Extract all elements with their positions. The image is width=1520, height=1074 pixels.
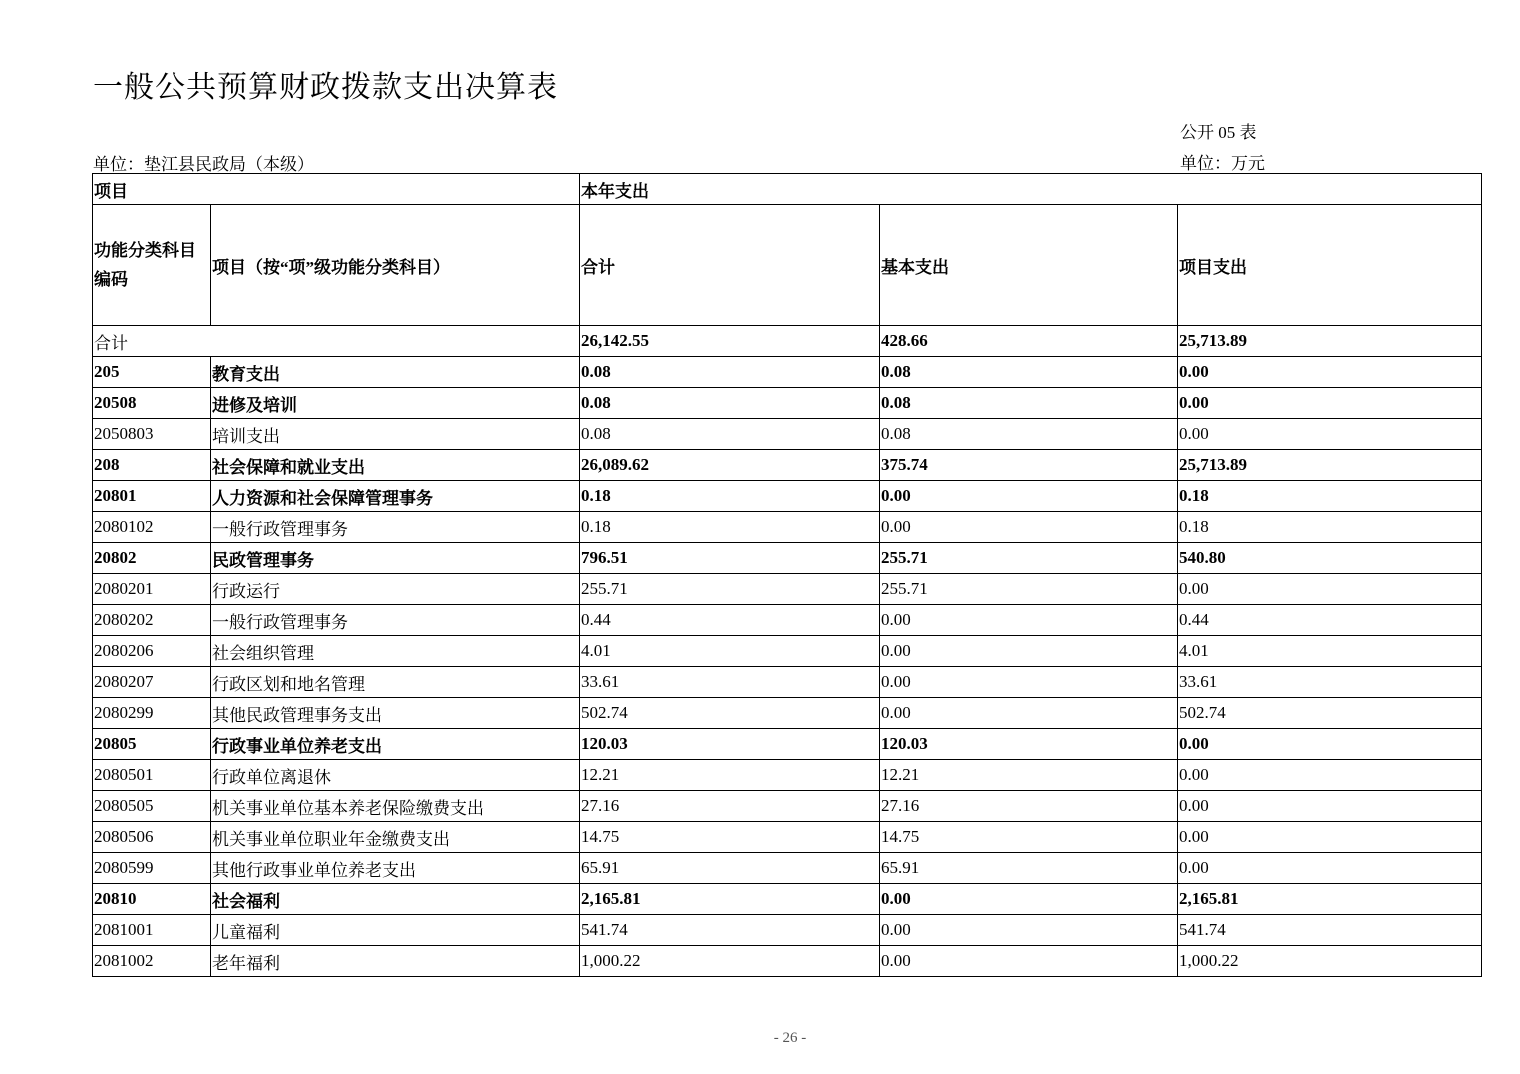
row-code: 2080501 [93,760,211,791]
row-code: 2050803 [93,419,211,450]
row-project: 0.00 [1178,729,1482,760]
row-total: 4.01 [580,636,880,667]
summary-label: 合计 [93,326,580,357]
row-total: 26,089.62 [580,450,880,481]
row-name: 行政运行 [211,574,580,605]
row-code: 2080102 [93,512,211,543]
row-total: 0.18 [580,512,880,543]
row-basic: 65.91 [880,853,1178,884]
table-row [93,636,1482,667]
row-name: 社会组织管理 [211,636,580,667]
header-project: 项目 [93,174,580,205]
row-basic: 0.00 [880,698,1178,729]
row-name: 行政单位离退休 [211,760,580,791]
row-name: 人力资源和社会保障管理事务 [211,481,580,512]
row-code: 20508 [93,388,211,419]
summary-total: 26,142.55 [580,326,880,357]
table-row [93,450,1482,481]
row-name: 一般行政管理事务 [211,605,580,636]
row-name: 培训支出 [211,419,580,450]
row-name: 社会福利 [211,884,580,915]
unit-right: 单位：万元 [1180,154,1265,173]
row-basic: 255.71 [880,543,1178,574]
row-code: 205 [93,357,211,388]
table-row [93,915,1482,946]
row-basic: 0.00 [880,946,1178,977]
row-name: 老年福利 [211,946,580,977]
row-total: 0.08 [580,388,880,419]
expenditure-table [92,173,1482,977]
row-project: 1,000.22 [1178,946,1482,977]
row-code: 2080599 [93,853,211,884]
row-basic: 0.00 [880,605,1178,636]
header-code: 功能分类科目编码 [93,205,211,326]
row-total: 1,000.22 [580,946,880,977]
row-code: 2080207 [93,667,211,698]
table-row [93,512,1482,543]
row-basic: 0.08 [880,388,1178,419]
row-total: 0.08 [580,419,880,450]
row-name: 民政管理事务 [211,543,580,574]
row-project: 0.00 [1178,574,1482,605]
row-code: 2081002 [93,946,211,977]
row-basic: 27.16 [880,791,1178,822]
row-total: 796.51 [580,543,880,574]
row-project: 0.00 [1178,822,1482,853]
row-project: 0.00 [1178,791,1482,822]
row-name: 儿童福利 [211,915,580,946]
row-name: 进修及培训 [211,388,580,419]
row-total: 0.08 [580,357,880,388]
row-project: 540.80 [1178,543,1482,574]
row-name: 其他民政管理事务支出 [211,698,580,729]
row-basic: 12.21 [880,760,1178,791]
row-code: 2080299 [93,698,211,729]
table-row [93,388,1482,419]
summary-row [93,326,1482,357]
row-project: 0.00 [1178,357,1482,388]
row-name: 一般行政管理事务 [211,512,580,543]
row-total: 0.44 [580,605,880,636]
row-total: 65.91 [580,853,880,884]
row-project: 0.18 [1178,481,1482,512]
row-basic: 0.00 [880,481,1178,512]
table-row [93,357,1482,388]
row-code: 2080206 [93,636,211,667]
header-current-year: 本年支出 [580,174,1482,205]
table-row [93,605,1482,636]
row-project: 0.00 [1178,419,1482,450]
row-code: 20802 [93,543,211,574]
row-basic: 0.00 [880,915,1178,946]
row-code: 2080505 [93,791,211,822]
table-row [93,791,1482,822]
table-row [93,884,1482,915]
header-row-1 [93,174,1482,205]
row-total: 33.61 [580,667,880,698]
summary-project: 25,713.89 [1178,326,1482,357]
table-row [93,822,1482,853]
row-basic: 0.08 [880,419,1178,450]
row-basic: 255.71 [880,574,1178,605]
row-total: 27.16 [580,791,880,822]
row-name: 教育支出 [211,357,580,388]
table-row [93,698,1482,729]
row-basic: 0.00 [880,884,1178,915]
row-project: 25,713.89 [1178,450,1482,481]
table-row [93,853,1482,884]
unit-left: 单位：垫江县民政局（本级） [93,155,314,174]
page-title: 一般公共预算财政拨款支出决算表 [93,71,558,104]
row-name: 机关事业单位职业年金缴费支出 [211,822,580,853]
row-code: 20805 [93,729,211,760]
row-name: 机关事业单位基本养老保险缴费支出 [211,791,580,822]
row-basic: 14.75 [880,822,1178,853]
row-basic: 0.00 [880,636,1178,667]
row-total: 12.21 [580,760,880,791]
header-item: 项目（按“项”级功能分类科目） [211,205,580,326]
row-total: 502.74 [580,698,880,729]
row-name: 行政事业单位养老支出 [211,729,580,760]
row-project: 0.44 [1178,605,1482,636]
row-name: 行政区划和地名管理 [211,667,580,698]
row-basic: 0.00 [880,667,1178,698]
row-project: 0.00 [1178,388,1482,419]
row-project: 2,165.81 [1178,884,1482,915]
page-number: - 26 - [773,1030,807,1046]
row-total: 14.75 [580,822,880,853]
row-code: 2080202 [93,605,211,636]
row-basic: 120.03 [880,729,1178,760]
table-row [93,667,1482,698]
row-project: 0.00 [1178,760,1482,791]
row-project: 0.18 [1178,512,1482,543]
summary-basic: 428.66 [880,326,1178,357]
table-row [93,543,1482,574]
row-code: 2080201 [93,574,211,605]
row-total: 541.74 [580,915,880,946]
row-code: 2081001 [93,915,211,946]
row-name: 其他行政事业单位养老支出 [211,853,580,884]
table-row [93,419,1482,450]
header-project-exp: 项目支出 [1178,205,1482,326]
table-row [93,760,1482,791]
row-basic: 0.08 [880,357,1178,388]
header-row-2 [93,205,1482,326]
row-code: 208 [93,450,211,481]
table-row [93,574,1482,605]
row-project: 33.61 [1178,667,1482,698]
row-total: 120.03 [580,729,880,760]
row-total: 0.18 [580,481,880,512]
form-number: 公开 05 表 [1180,123,1257,142]
row-project: 4.01 [1178,636,1482,667]
row-name: 社会保障和就业支出 [211,450,580,481]
row-project: 0.00 [1178,853,1482,884]
row-total: 2,165.81 [580,884,880,915]
table-row [93,729,1482,760]
header-total: 合计 [580,205,880,326]
row-project: 502.74 [1178,698,1482,729]
row-basic: 375.74 [880,450,1178,481]
row-code: 20801 [93,481,211,512]
row-code: 2080506 [93,822,211,853]
row-total: 255.71 [580,574,880,605]
row-code: 20810 [93,884,211,915]
header-basic: 基本支出 [880,205,1178,326]
table-row [93,481,1482,512]
table-row [93,946,1482,977]
row-project: 541.74 [1178,915,1482,946]
row-basic: 0.00 [880,512,1178,543]
